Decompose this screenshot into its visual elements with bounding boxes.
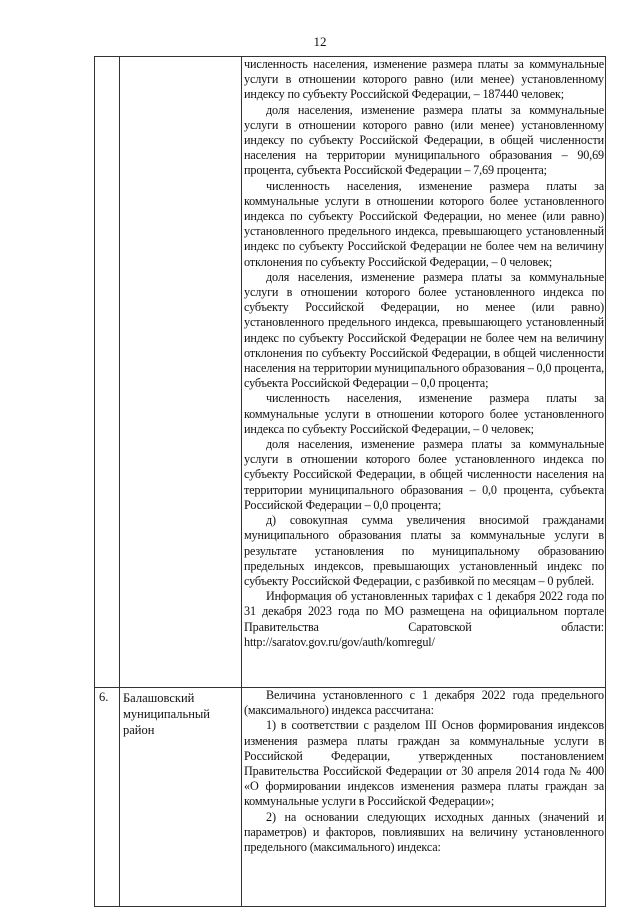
table-row bbox=[95, 688, 606, 907]
paragraph: 1) в соответствии с разделом III Основ формирования индексов изменения размера платы граждан за коммунальные услуги в Российской Федерации, утвержденных постановлением Правительства Российской Федерации от 30 апреля 2014 года № 400 «О формировании индексов изменения размера платы граждан за коммунальные услуги в Российской Федерации»; bbox=[244, 718, 604, 809]
table-row bbox=[95, 57, 606, 688]
paragraph: численность населения, изменение размера платы за коммунальные услуги в отношении которого равно (или менее) установленному индексу по субъекту Российской Федерации, – 187440 человек; bbox=[244, 57, 604, 102]
description-cell bbox=[242, 57, 606, 688]
paragraph: численность населения, изменение размера платы за коммунальные услуги в отношении которого более установленного индекса по субъекту Российской Федерации, но менее (или равно) установленного предельного индекса, превышающего установленный индекс по субъекту Российской Федерации не более чем на величину отклонения по субъекту Российской Федерации, – 0 человек; bbox=[244, 178, 604, 269]
paragraph: д) совокупная сумма увеличения вносимой гражданами муниципального образования платы за коммунальные услуги в результате установления по муниципальному образованию предельных индексов, превышающих установленный индекс по субъекту Российской Федерации, с разбивкой по месяцам – 0 рублей. bbox=[244, 513, 604, 588]
municipality-cell: Балашовский муниципальный район bbox=[120, 688, 242, 907]
paragraph: доля населения, изменение размера платы за коммунальные услуги в отношении которого более установленного индекса по субъекту Российской Федерации, но менее (или равно) установленного предельного индекса, превышающего установленный индекс по субъекту Российской Федерации не более чем на величину отклонения по субъекту Российской Федерации, в общей численности населения на территории муниципального образования – 0,0 процента, субъекта Российской Федерации – 0,0 процента; bbox=[244, 269, 604, 391]
paragraph: Величина установленного с 1 декабря 2022 года предельного (максимального) индекса рассчитана: bbox=[244, 688, 604, 718]
municipality-cell bbox=[120, 57, 242, 688]
row-number-cell bbox=[95, 57, 120, 688]
row-number-cell: 6. bbox=[95, 688, 120, 907]
description-cell bbox=[242, 688, 606, 907]
paragraph: 2) на основании следующих исходных данных (значений и параметров) и факторов, повлиявших на величину установленного предельного (максимального) индекса: bbox=[244, 809, 604, 855]
paragraph: доля населения, изменение размера платы за коммунальные услуги в отношении которого равно (или менее) установленному индексу по субъекту Российской Федерации, в общей численности населения на территории муниципального образования – 90,69 процента, субъекта Российской Федерации – 7,69 процента; bbox=[244, 102, 604, 178]
portal-link-paragraph: Информация об установленных тарифах с 1 декабря 2022 года по 31 декабря 2023 года по МО размещена на официальном портале Правительства Саратовской области: http://saratov.gov.ru/gov/auth/komregul/ bbox=[244, 589, 604, 649]
page-number: 12 bbox=[313, 34, 327, 49]
indices-table bbox=[94, 56, 606, 907]
paragraph: доля населения, изменение размера платы за коммунальные услуги в отношении которого более установленного индекса по субъекту Российской Федерации, в общей численности населения на территории муниципального образования – 0,0 процента, субъекта Российской Федерации – 0,0 процента; bbox=[244, 437, 604, 512]
paragraph: численность населения, изменение размера платы за коммунальные услуги в отношении которого более установленного индекса по субъекту Российской Федерации, – 0 человек; bbox=[244, 391, 604, 436]
